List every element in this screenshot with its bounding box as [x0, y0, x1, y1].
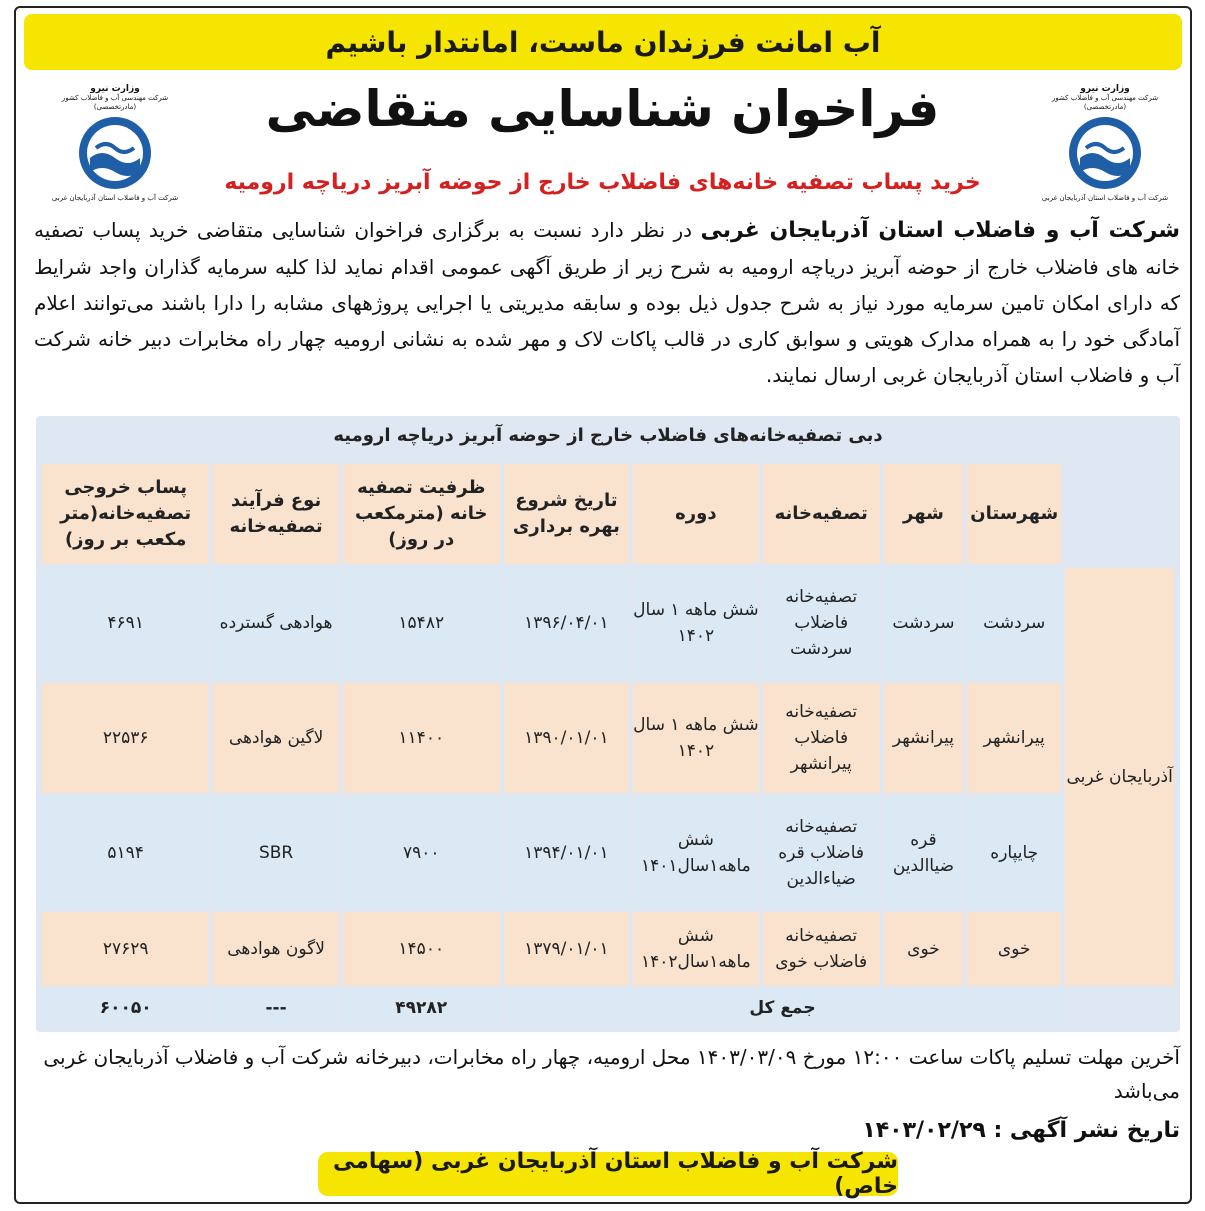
logo-company-province: شرکت آب و فاضلاب استان آذربایجان غربی	[51, 194, 179, 202]
cell-plant: تصفیه‌خانه فاضلاب خوی	[763, 912, 880, 986]
header-county: شهرستان	[967, 464, 1061, 564]
cell-city: سردشت	[884, 568, 963, 679]
cell-output: ۴۶۹۱	[42, 568, 209, 679]
cell-capacity: ۱۵۴۸۲	[343, 568, 500, 679]
page-subtitle: خرید پساب تصفیه خانه‌های فاضلاب خارج از حوضه آبریز دریاچه ارومیه	[224, 170, 981, 195]
cell-city: خوی	[884, 912, 963, 986]
intro-paragraph	[34, 212, 1180, 412]
cell-output: ۵۱۹۴	[42, 797, 209, 908]
cell-city: قره ضیاالدین	[884, 797, 963, 908]
cell-output: ۲۲۵۳۶	[42, 683, 209, 794]
plants-table	[38, 460, 1178, 1030]
table-row	[42, 683, 1174, 794]
cell-capacity: ۱۴۵۰۰	[343, 912, 500, 986]
header-period: دوره	[633, 464, 758, 564]
cell-start-date: ۱۳۹۶/۰۴/۰۱	[504, 568, 629, 679]
cell-process: لاگون هوادهی	[213, 912, 338, 986]
logo-company-national: شرکت مهندسی آب و فاضلاب کشور	[61, 94, 169, 102]
logo-left	[40, 84, 190, 204]
header-capacity: ظرفیت تصفیه خانه (مترمکعب در روز)	[343, 464, 500, 564]
table-total-row	[42, 990, 1174, 1026]
total-output: ۶۰۰۵۰	[42, 990, 209, 1026]
cell-period: شش ماهه۱سال۱۴۰۲	[633, 912, 758, 986]
total-capacity: ۴۹۲۸۲	[343, 990, 500, 1026]
logo-company-national-type: (مادرتخصصی)	[1083, 103, 1127, 111]
table-caption: دبی تصفیه‌خانه‌های فاضلاب خارج از حوضه آبریز دریاچه ارومیه	[333, 425, 883, 446]
total-label: جمع کل	[504, 990, 1062, 1026]
table-row	[42, 912, 1174, 986]
cell-period: شش ماهه ۱ سال ۱۴۰۲	[633, 568, 758, 679]
cell-start-date: ۱۳۹۴/۰۱/۰۱	[504, 797, 629, 908]
header-spacer	[1065, 464, 1174, 564]
top-banner-text: آب امانت فرزندان ماست، امانتدار باشیم	[325, 25, 881, 59]
deadline-text: آخرین مهلت تسلیم پاکات ساعت ۱۲:۰۰ مورخ ۱۴۰۳/۰۳/۰۹ محل ارومیه، چهار راه مخابرات، دبیرخانه شرکت آب و فاضلاب آذربایجان غربی می‌باشد	[43, 1045, 1180, 1103]
cell-capacity: ۱۱۴۰۰	[343, 683, 500, 794]
intro-body: در نظر دارد نسبت به برگزاری فراخوان شناسایی متقاضی خرید پساب تصفیه خانه های فاضلاب خارج از حوضه آبریز دریاچه ارومیه به شرح زیر از طریق آگهی عمومی اقدام نماید لذا کلیه سرمایه گذاران واجد شرایط که دارای امکان تامین سرمایه مورد نیاز به شرح جدول ذیل بوده و سابقه مدیریتی یا اجرایی پروژههای مشابه را دارا باشند می‌توانند اعلام آمادگی خود را به همراه مدارک هویتی و سوابق کاری در قالب پاکات لاک و مهر شده به نشانی ارومیه چهار راه مخابرات دبیر خانه شرکت آب و فاضلاب استان آذربایجان غربی ارسال نمایند.	[34, 218, 1180, 387]
cell-plant: تصفیه‌خانه فاضلاب پیرانشهر	[763, 683, 880, 794]
cell-process: هوادهی گسترده	[213, 568, 338, 679]
total-process: ---	[213, 990, 338, 1026]
logo-right	[1030, 84, 1180, 204]
header-city: شهر	[884, 464, 963, 564]
logo-ministry: وزارت نیرو	[1080, 84, 1130, 94]
intro-company: شرکت آب و فاضلاب استان آذربایجان غربی	[700, 218, 1180, 243]
cell-start-date: ۱۳۷۹/۰۱/۰۱	[504, 912, 629, 986]
cell-start-date: ۱۳۹۰/۰۱/۰۱	[504, 683, 629, 794]
cell-period: شش ماهه۱سال۱۴۰۱	[633, 797, 758, 908]
cell-province: آذربایجان غربی	[1065, 568, 1174, 986]
cell-process: SBR	[213, 797, 338, 908]
header-start-date: تاریخ شروع بهره برداری	[504, 464, 629, 564]
table-row	[42, 568, 1174, 679]
total-spacer	[1065, 990, 1174, 1026]
cell-process: لاگین هوادهی	[213, 683, 338, 794]
top-banner	[24, 14, 1182, 70]
logo-ministry: وزارت نیرو	[90, 84, 140, 94]
bottom-banner-text: شرکت آب و فاضلاب استان آذربایجان غربی (سهامی خاص)	[332, 1149, 898, 1199]
cell-capacity: ۷۹۰۰	[343, 797, 500, 908]
logo-company-national: شرکت مهندسی آب و فاضلاب کشور	[1051, 94, 1159, 102]
plants-table-container	[36, 416, 1180, 1032]
cell-output: ۲۷۶۲۹	[42, 912, 209, 986]
cell-plant: تصفیه‌خانه فاضلاب سردشت	[763, 568, 880, 679]
page-title: فراخوان شناسایی متقاضی	[265, 80, 940, 138]
table-row	[42, 797, 1174, 908]
bottom-banner	[318, 1149, 898, 1199]
logo-company-national-type: (مادرتخصصی)	[93, 103, 137, 111]
water-drop-icon	[1066, 114, 1144, 192]
publish-date: تاریخ نشر آگهی : ۱۴۰۳/۰۲/۲۹	[862, 1118, 1180, 1143]
cell-county: پیرانشهر	[967, 683, 1061, 794]
cell-plant: تصفیه‌خانه فاضلاب قره ضیاءالدین	[763, 797, 880, 908]
cell-city: پیرانشهر	[884, 683, 963, 794]
cell-period: شش ماهه ۱ سال ۱۴۰۲	[633, 683, 758, 794]
header-output: پساب خروجی تصفیه‌خانه(متر مکعب بر روز)	[42, 464, 209, 564]
header-process: نوع فرآیند تصفیه‌خانه	[213, 464, 338, 564]
water-drop-icon	[76, 114, 154, 192]
cell-county: چایپاره	[967, 797, 1061, 908]
logo-company-province: شرکت آب و فاضلاب استان آذربایجان غربی	[1041, 194, 1169, 202]
header-plant: تصفیه‌خانه	[763, 464, 880, 564]
cell-county: سردشت	[967, 568, 1061, 679]
cell-county: خوی	[967, 912, 1061, 986]
